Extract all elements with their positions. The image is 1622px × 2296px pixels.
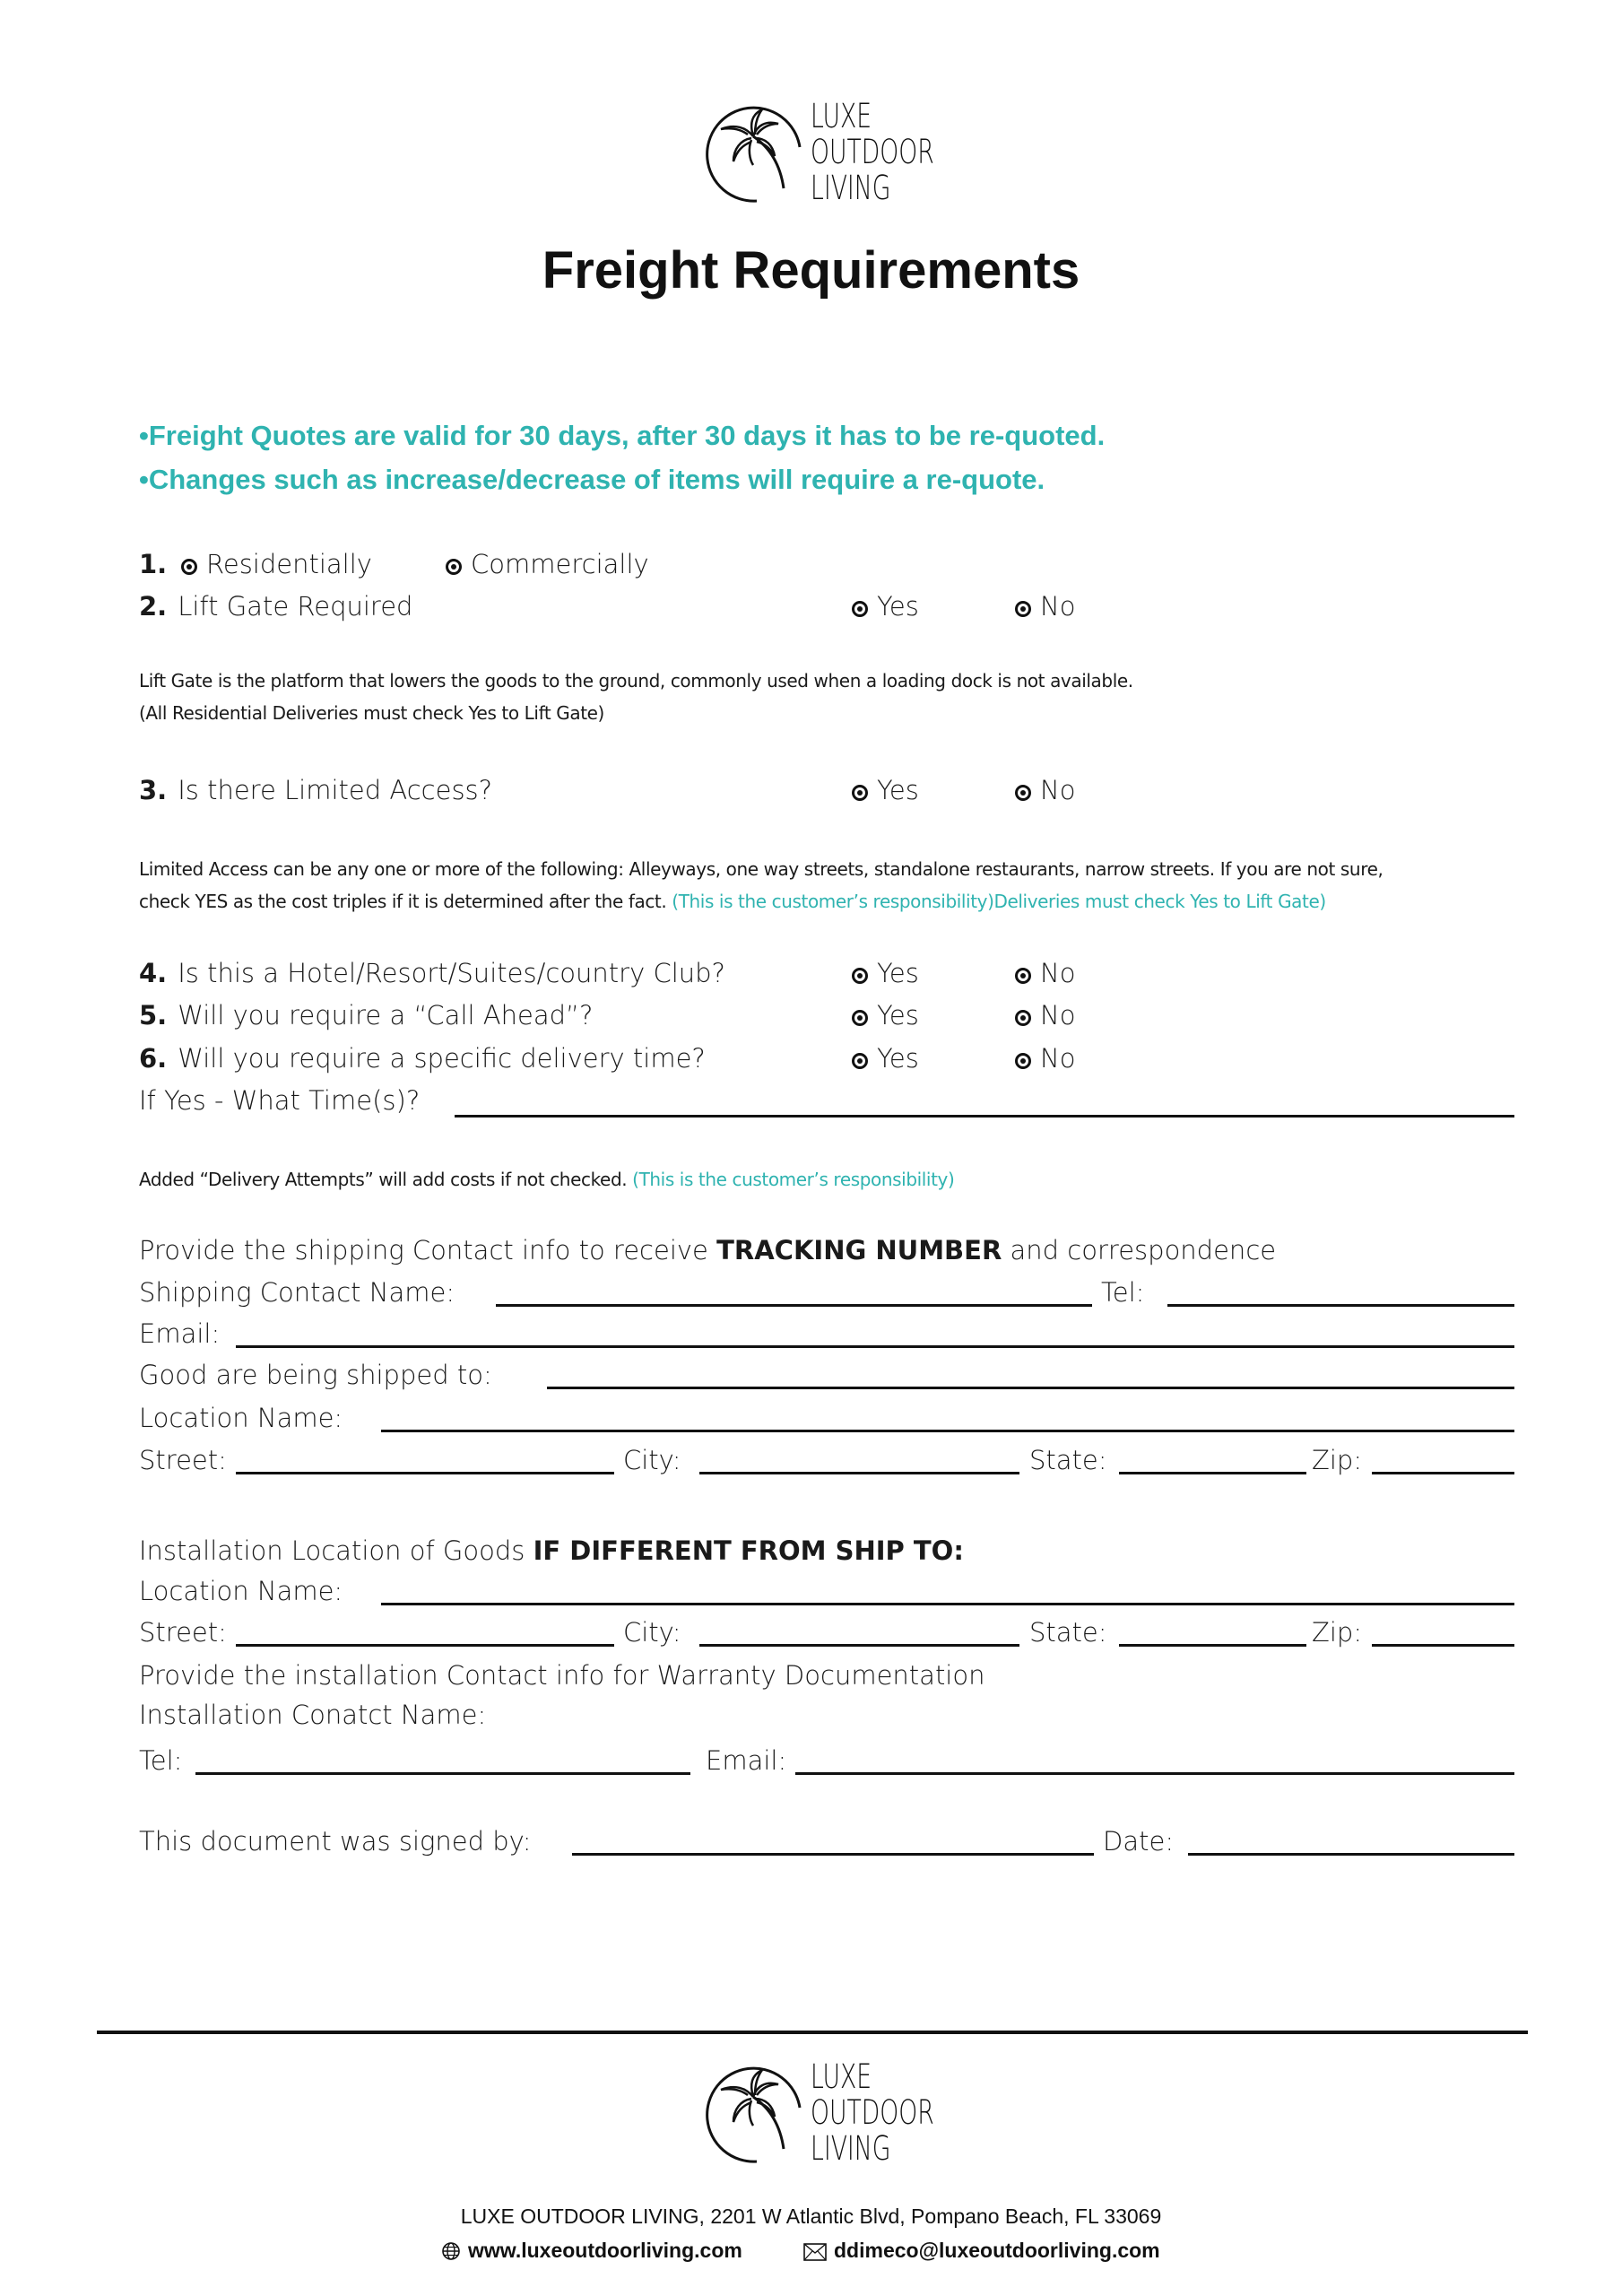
option-label: Yes — [877, 591, 919, 622]
radio-icon[interactable] — [852, 785, 868, 801]
shipping-intro-text: Provide the shipping Contact info to receive — [139, 1235, 717, 1265]
shipping-zip-label: Zip: — [1312, 1445, 1363, 1475]
option-label: Yes — [877, 775, 919, 805]
shipped-to-label: Good are being shipped to: — [139, 1360, 492, 1390]
shipping-location-name-input[interactable] — [381, 1430, 1514, 1432]
shipping-contact-name-label: Shipping Contact Name: — [139, 1277, 455, 1308]
question-4 — [139, 958, 725, 988]
date-label: Date: — [1103, 1826, 1175, 1857]
question-number: 4. — [139, 958, 168, 988]
question-number: 3. — [139, 775, 168, 805]
logo-wordmark — [811, 2059, 934, 2167]
page-title: Freight Requirements — [542, 241, 1080, 300]
question-number: 5. — [139, 1000, 168, 1031]
installation-location-name-input[interactable] — [381, 1603, 1514, 1605]
footer-email[interactable] — [803, 2239, 1160, 2263]
tracking-number-emphasis: TRACKING NUMBER — [716, 1235, 1002, 1265]
question-label: Lift Gate Required — [178, 591, 413, 622]
installation-contact-name-label: Installation Conatct Name: — [139, 1700, 487, 1730]
email-link[interactable]: ddimeco@luxeoutdoorliving.com — [834, 2239, 1160, 2262]
radio-call-ahead-no[interactable] — [1015, 1000, 1075, 1031]
option-label: No — [1040, 958, 1076, 988]
lift-gate-residential-note: (All Residential Deliveries must check Yes to Lift Gate) — [139, 702, 604, 724]
radio-icon[interactable] — [446, 559, 462, 575]
option-label: No — [1040, 1043, 1076, 1074]
installation-zip-input[interactable] — [1372, 1644, 1514, 1647]
option-label: Yes — [877, 958, 919, 988]
shipping-location-name-label: Location Name: — [139, 1403, 343, 1433]
question-6 — [139, 1043, 706, 1074]
shipping-zip-input[interactable] — [1372, 1472, 1514, 1474]
installation-city-input[interactable] — [699, 1644, 1019, 1647]
installation-contact-intro: Provide the installation Contact info for Warranty Documentation — [139, 1660, 985, 1691]
radio-icon[interactable] — [1015, 968, 1031, 984]
radio-icon[interactable] — [852, 1010, 868, 1026]
installation-email-input[interactable] — [795, 1772, 1514, 1775]
shipping-state-input[interactable] — [1119, 1472, 1306, 1474]
time-field-input[interactable] — [455, 1115, 1514, 1118]
radio-icon[interactable] — [1015, 785, 1031, 801]
installation-street-input[interactable] — [236, 1644, 614, 1647]
radio-limited-access-yes[interactable] — [852, 775, 919, 805]
option-label: No — [1040, 591, 1076, 622]
shipping-tel-input[interactable] — [1167, 1304, 1514, 1307]
radio-call-ahead-yes[interactable] — [852, 1000, 919, 1031]
radio-limited-access-no[interactable] — [1015, 775, 1075, 805]
shipping-email-label: Email: — [139, 1318, 221, 1349]
limited-access-note-2 — [139, 891, 1326, 912]
installation-intro — [139, 1535, 964, 1566]
website-link[interactable]: www.luxeoutdoorliving.com — [468, 2239, 742, 2262]
installation-state-input[interactable] — [1119, 1644, 1306, 1647]
limited-access-note: Limited Access can be any one or more of the following: Alleyways, one way streets, standalone restaurants, narrow streets. If you are not sure, — [139, 858, 1383, 880]
question-number: 2. — [139, 591, 168, 622]
radio-delivery-time-no[interactable] — [1015, 1043, 1075, 1074]
question-label: Will you require a “Call Ahead”? — [178, 1000, 594, 1031]
installation-tel-input[interactable] — [195, 1772, 690, 1775]
installation-intro-text: Installation Location of Goods — [139, 1535, 533, 1566]
logo-line-1: LUXE — [811, 97, 872, 135]
installation-street-label: Street: — [139, 1617, 227, 1648]
radio-icon[interactable] — [852, 968, 868, 984]
signed-by-input[interactable] — [572, 1853, 1094, 1856]
radio-icon[interactable] — [1015, 1010, 1031, 1026]
installation-zip-label: Zip: — [1312, 1617, 1363, 1648]
option-label: Commercially — [471, 549, 649, 579]
radio-icon[interactable] — [852, 601, 868, 617]
question-number: 1. — [139, 549, 168, 579]
question-2 — [139, 591, 412, 622]
installation-city-label: City: — [623, 1617, 681, 1648]
time-field-label: If Yes - What Time(s)? — [139, 1085, 421, 1116]
limited-access-responsibility-note: (This is the customer’s responsibility)Deliveries must check Yes to Lift Gate) — [672, 891, 1326, 912]
logo-line-3: LIVING — [811, 2129, 891, 2168]
limited-access-note-text: check YES as the cost triples if it is determined after the fact. — [139, 891, 667, 912]
shipping-intro-tail: and correspondence — [1002, 1235, 1277, 1265]
question-label: Is this a Hotel/Resort/Suites/country Club? — [178, 958, 725, 988]
radio-icon[interactable] — [1015, 1053, 1031, 1069]
date-input[interactable] — [1188, 1853, 1514, 1856]
signed-by-label: This document was signed by: — [139, 1826, 532, 1857]
shipping-contact-name-input[interactable] — [496, 1304, 1092, 1307]
globe-icon — [441, 2241, 461, 2261]
radio-icon[interactable] — [1015, 601, 1031, 617]
shipping-street-input[interactable] — [236, 1472, 614, 1474]
delivery-attempts-responsibility: (This is the customer’s responsibility) — [632, 1169, 955, 1190]
option-label: Residentially — [206, 549, 372, 579]
footer-address: LUXE OUTDOOR LIVING, 2201 W Atlantic Blvd, Pompano Beach, FL 33069 — [460, 2205, 1162, 2228]
question-label: Will you require a specific delivery time? — [178, 1043, 706, 1074]
radio-hotel-yes[interactable] — [852, 958, 919, 988]
footer-website[interactable] — [441, 2239, 742, 2263]
shipping-city-label: City: — [623, 1445, 681, 1475]
envelope-icon — [803, 2243, 827, 2261]
installation-state-label: State: — [1029, 1617, 1107, 1648]
radio-delivery-time-yes[interactable] — [852, 1043, 919, 1074]
installation-email-label: Email: — [706, 1745, 787, 1776]
shipping-city-input[interactable] — [699, 1472, 1019, 1474]
radio-lift-gate-no[interactable] — [1015, 591, 1075, 622]
palm-tree-icon — [701, 2061, 809, 2169]
notice-quote-validity: •Freight Quotes are valid for 30 days, after 30 days it has to be re-quoted. — [139, 420, 1106, 451]
radio-commercially[interactable] — [446, 549, 649, 579]
installation-location-name-label: Location Name: — [139, 1576, 343, 1606]
radio-lift-gate-yes[interactable] — [852, 591, 919, 622]
shipped-to-input[interactable] — [547, 1387, 1514, 1389]
shipping-tel-label: Tel: — [1101, 1277, 1145, 1308]
logo-line-2: OUTDOOR — [811, 133, 934, 171]
option-label: No — [1040, 775, 1076, 805]
shipping-street-label: Street: — [139, 1445, 227, 1475]
shipping-state-label: State: — [1029, 1445, 1107, 1475]
logo-line-2: OUTDOOR — [811, 2093, 934, 2132]
footer-divider — [97, 2031, 1528, 2034]
option-label: Yes — [877, 1043, 919, 1074]
shipping-intro — [139, 1235, 1276, 1265]
installation-tel-label: Tel: — [139, 1745, 183, 1776]
logo-line-1: LUXE — [811, 2057, 872, 2096]
shipping-email-input[interactable] — [236, 1345, 1514, 1348]
logo-wordmark — [811, 99, 934, 206]
question-1 — [139, 549, 178, 579]
question-number: 6. — [139, 1043, 168, 1074]
radio-hotel-no[interactable] — [1015, 958, 1075, 988]
footer-logo — [701, 2057, 934, 2169]
radio-residentially[interactable] — [181, 549, 372, 579]
if-different-emphasis: IF DIFFERENT FROM SHIP TO: — [533, 1535, 964, 1566]
header-logo — [701, 97, 934, 208]
radio-icon[interactable] — [852, 1053, 868, 1069]
lift-gate-note: Lift Gate is the platform that lowers the goods to the ground, commonly used when a loading dock is not available. — [139, 670, 1133, 691]
palm-tree-icon — [701, 100, 809, 208]
notice-requote: •Changes such as increase/decrease of items will require a re-quote. — [139, 464, 1045, 495]
option-label: Yes — [877, 1000, 919, 1031]
question-5 — [139, 1000, 593, 1031]
delivery-attempts-note — [139, 1169, 954, 1190]
question-label: Is there Limited Access? — [178, 775, 493, 805]
logo-line-3: LIVING — [811, 169, 891, 207]
question-3 — [139, 775, 492, 805]
delivery-attempts-text: Added “Delivery Attempts” will add costs if not checked. — [139, 1169, 628, 1190]
radio-icon[interactable] — [181, 559, 197, 575]
option-label: No — [1040, 1000, 1076, 1031]
